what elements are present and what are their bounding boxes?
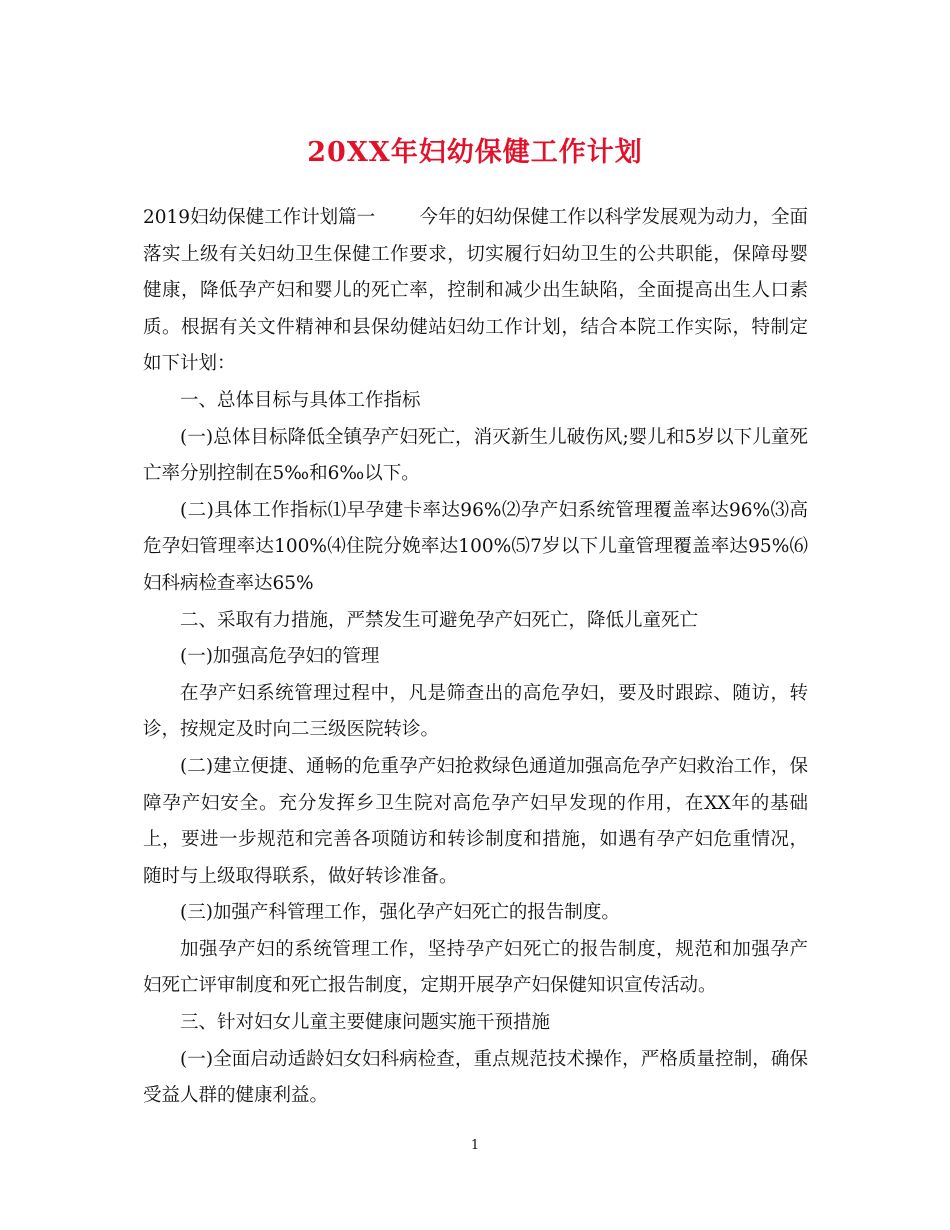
document-title: 20XX年妇幼保健工作计划	[307, 137, 643, 168]
paragraph-green-channel: (二)建立便捷、通畅的危重孕产妇抢救绿色通道加强高危孕产妇救治工作，保障孕产妇安全。充分发挥乡卫生院对高危孕产妇早发现的作用，在XX年的基础上，要进一步规范和完善各项随访和转诊制度和措施，如遇有孕产妇危重情况，随时与上级取得联系，做好转诊准备。	[143, 755, 808, 887]
section-heading-3: 三、针对妇女儿童主要健康问题实施干预措施	[180, 1012, 551, 1034]
section-heading-1: 一、总体目标与具体工作指标	[180, 389, 421, 411]
paragraph-obstetrics: 加强孕产妇的系统管理工作，坚持孕产妇死亡的报告制度，规范和加强孕产妇死亡评审制度和死亡报告制度，定期开展孕产妇保健知识宣传活动。	[143, 938, 808, 997]
intro-paragraph	[143, 200, 808, 383]
paragraph-high-risk: 在孕产妇系统管理过程中，凡是筛查出的高危孕妇，要及时跟踪、随访，转诊，按规定及时向二三级医院转诊。	[143, 682, 808, 741]
paragraph-gynecology-check: (一)全面启动适龄妇女妇科病检查，重点规范技术操作，严格质量控制，确保受益人群的健康利益。	[143, 1048, 808, 1107]
intro-label: 2019妇幼保健工作计划篇一	[143, 207, 376, 228]
section-heading-2: 二、采取有力措施，严禁发生可避免孕产妇死亡，降低儿童死亡	[180, 609, 699, 631]
page-number: 1	[470, 1138, 480, 1153]
paragraph-overall-goal: (一)总体目标降低全镇孕产妇死亡，消灭新生儿破伤风;婴儿和5岁以下儿童死亡率分别控制在5‰和6‰以下。	[143, 426, 808, 485]
intro-text: 今年的妇幼保健工作以科学发展观为动力，全面落实上级有关妇幼卫生保健工作要求，切实履行妇幼卫生的公共职能，保障母婴健康，降低孕产妇和婴儿的死亡率，控制和减少出生缺陷，全面提高出生人口素质。根据有关文件精神和县保幼健站妇幼工作计划，结合本院工作实际，特制定如下计划：	[143, 207, 808, 375]
subheading-obstetrics: (三)加强产科管理工作，强化孕产妇死亡的报告制度。	[180, 902, 620, 924]
document-body	[143, 200, 808, 1115]
paragraph-work-indicators: (二)具体工作指标⑴早孕建卡率达96%⑵孕产妇系统管理覆盖率达96%⑶高危孕妇管理率达100%⑷住院分娩率达100%⑸7岁以下儿童管理覆盖率达95%⑹妇科病检查率达65%	[143, 499, 808, 594]
subheading-high-risk: (一)加强高危孕妇的管理	[180, 646, 380, 668]
